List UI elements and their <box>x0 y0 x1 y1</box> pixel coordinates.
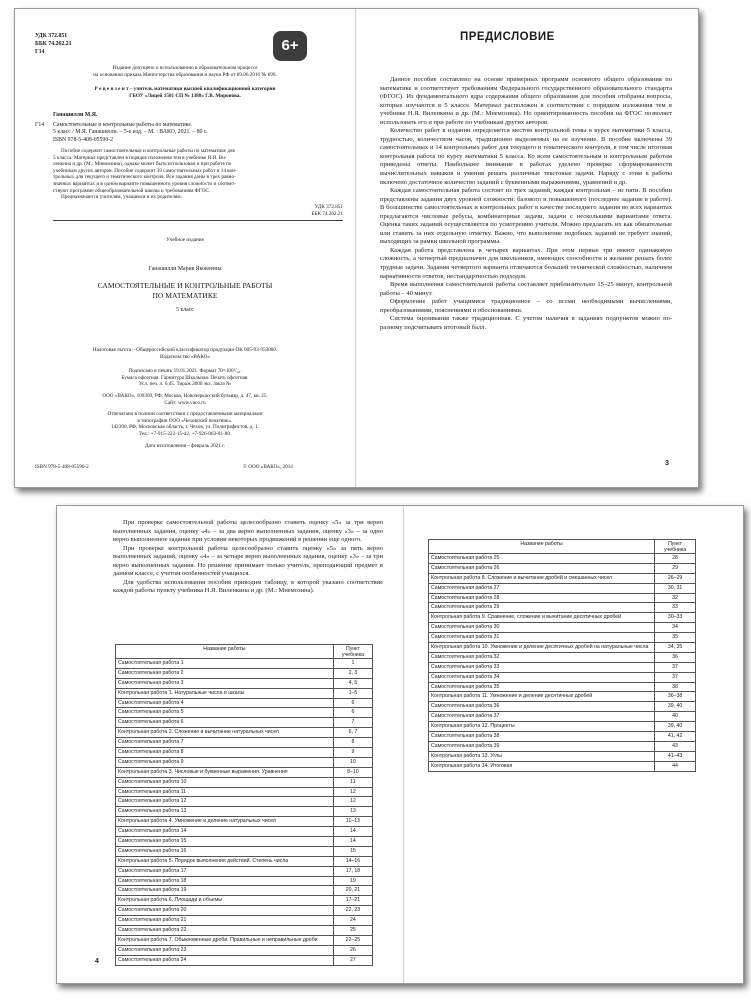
work-name-cell: Самостоятельная работа 26 <box>429 563 655 573</box>
work-name-cell: Самостоятельная работа 19 <box>116 886 334 896</box>
textbook-section-cell: 9 <box>333 748 372 758</box>
work-name-cell: Самостоятельная работа 3 <box>116 678 334 688</box>
manufacture-date: Дата изготовления – февраль 2021 г. <box>145 443 225 449</box>
textbook-section-cell: 10 <box>333 757 372 767</box>
works-table-right <box>428 539 696 772</box>
work-name-cell: Контрольная работа 11. Умножение и деление десятичных дробей <box>429 692 655 702</box>
textbook-section-cell: 6 <box>333 698 372 708</box>
catalog-code: Г14 <box>35 122 45 128</box>
top-book-spread <box>14 8 699 488</box>
table-row <box>429 712 696 722</box>
paragraph: Для удобства использования пособия приводим таблицу, в которой указано соответствие каждой работы пункту учебника Н.Я. Виленкина и др. (М.: Мнемозина). <box>113 578 383 595</box>
table-row <box>429 613 696 623</box>
column-header-section: Пункт учебника <box>655 540 696 554</box>
work-name-cell: Самостоятельная работа 12 <box>116 797 334 807</box>
textbook-section-cell: 15 <box>333 846 372 856</box>
work-name-cell: Самостоятельная работа 2 <box>116 668 334 678</box>
author-code: Г14 <box>35 49 45 55</box>
work-name-cell: Контрольная работа 2. Сложение и вычитание натуральных чисел <box>116 728 334 738</box>
textbook-section-cell: 25 <box>333 926 372 936</box>
work-name-cell: Контрольная работа 3. Числовые и буквенные выражения. Уравнения <box>116 767 334 777</box>
textbook-section-cell: 33 <box>655 603 696 613</box>
page-4 <box>57 506 403 983</box>
work-name-cell: Контрольная работа 6. Площади и объемы <box>116 896 334 906</box>
textbook-section-cell: 2, 3 <box>333 668 372 678</box>
work-name-cell: Самостоятельная работа 14 <box>116 827 334 837</box>
approval-note: Издание допущено к использованию в образовательном процессе на основании приказа Министерства образования и науки РФ от 09.06.2016 № 699. <box>93 65 277 78</box>
table-row <box>429 573 696 583</box>
table-row <box>429 603 696 613</box>
work-name-cell: Самостоятельная работа 34 <box>429 672 655 682</box>
table-row <box>429 643 696 653</box>
table-row <box>116 748 373 758</box>
work-name-cell: Самостоятельная работа 36 <box>429 702 655 712</box>
table-row <box>429 722 696 732</box>
imprint-page <box>15 9 355 487</box>
work-name-cell: Самостоятельная работа 15 <box>116 837 334 847</box>
print-details: Подписано в печать 19.01.2021. Формат 70×100¹/₁₆. Бумага офсетная. Гарнитура Школьная. Печать офсетная. Усл. печ. л. 6,45. Тираж 2000 экз. Заказ № <box>121 368 249 388</box>
textbook-section-cell: 19 <box>333 876 372 886</box>
table-row <box>116 856 373 866</box>
work-name-cell: Самостоятельная работа 31 <box>429 633 655 643</box>
works-table-left <box>115 644 373 966</box>
work-name-cell: Контрольная работа 8. Сложение и вычитание дробей и смешанных чисел <box>429 573 655 583</box>
preface-title: ПРЕДИСЛОВИЕ <box>460 31 555 43</box>
work-name-cell: Контрольная работа 14. Итоговая <box>429 761 655 771</box>
table-row <box>429 682 696 692</box>
table-row <box>116 757 373 767</box>
assessment-text <box>113 519 383 596</box>
table-row <box>116 678 373 688</box>
table-row <box>116 807 373 817</box>
table-row <box>116 906 373 916</box>
paragraph: Система оценивания также традиционная. С учетом наличия в заданиях подпунктов можно по-разному подсчитывать итоговый балл. <box>380 315 672 331</box>
textbook-section-cell: 40 <box>655 712 696 722</box>
table-row <box>116 718 373 728</box>
table-row <box>429 741 696 751</box>
catalog-entry: Самостоятельные и контрольные работы по математике. 5 класс / М.Я. Ганашилли. – 5-е изд. – М. : ВАКО, 2021. – 80 с. ISBN 978-5-408-05590-2 <box>53 122 208 143</box>
annotation: Пособие содержит самостоятельные и контрольные работы по математике для 5 класса. Материал представлен в порядке изложения тем в учебнике Н.Я. Ви- ленкина и др. (М.: Мнемозина), однако может быть использован и при работе по учебникам других авторов. Пособие содержит 39 самостоятельных работ и 14 кон- трольных для текущего и тематического контроля. Все задания даны в трех равно- значных вариантах и в одном варианте повышенного уровня сложности и соответ- ствуют программе общеобразовательной школы и требованиям ФГОС. Предназначается учителям, учащимся и их родителям. <box>53 148 237 201</box>
table-row <box>116 659 373 669</box>
table-row <box>429 751 696 761</box>
table-row <box>116 935 373 945</box>
table-row <box>116 708 373 718</box>
textbook-section-cell: 32 <box>655 593 696 603</box>
udk-bbk-repeat: УДК 372.851 ББК 74.262.21 <box>311 204 343 217</box>
page-number: 3 <box>665 460 669 467</box>
work-name-cell: Самостоятельная работа 20 <box>116 906 334 916</box>
work-name-cell: Контрольная работа 1. Натуральные числа и шкалы <box>116 688 334 698</box>
textbook-section-cell: 17, 18 <box>333 866 372 876</box>
table-row <box>116 926 373 936</box>
work-name-cell: Самостоятельная работа 22 <box>116 926 334 936</box>
paragraph: Количество работ в издании определяется местом контрольной темы в курсе математики 5 класса, трудностью, количеством часов, традиционно выделяемых на ее изучение. В пособие включены 39 самостоятельных и 14 контрольных работ для текущего и тематического контроля, в том числе итоговая контрольная работа по курсу математики 5 класса. Ко всем самостоятельным и контрольным работам приведены ответы. Наибольшее внимание в работах уделено проверке сформированности вычислительных навыков и умения решать различные текстовые задачи. Наряду с этим в работы включено достаточное количество заданий с буквенными выражениями, уравнений и др. <box>380 127 672 186</box>
table-row <box>429 563 696 573</box>
textbook-section-cell: 14–16 <box>333 856 372 866</box>
textbook-section-cell: 28 <box>655 554 696 564</box>
table-row <box>116 866 373 876</box>
textbook-section-cell: 39, 40 <box>655 722 696 732</box>
textbook-section-cell: 14 <box>333 827 372 837</box>
table-row <box>429 554 696 564</box>
textbook-section-cell: 34 <box>655 623 696 633</box>
table-row <box>116 688 373 698</box>
textbook-section-cell: 6 <box>333 708 372 718</box>
textbook-section-cell: 12 <box>333 797 372 807</box>
textbook-section-cell: 37 <box>655 672 696 682</box>
udk-code: УДК 372.851 <box>35 33 68 39</box>
table-row <box>429 761 696 771</box>
work-name-cell: Самостоятельная работа 18 <box>116 876 334 886</box>
textbook-section-cell: 1 <box>333 659 372 669</box>
table-row <box>116 955 373 965</box>
table-row <box>116 767 373 777</box>
textbook-section-cell: 8–10 <box>333 767 372 777</box>
work-name-cell: Самостоятельная работа 23 <box>116 945 334 955</box>
work-name-cell: Самостоятельная работа 9 <box>116 757 334 767</box>
work-name-cell: Самостоятельная работа 5 <box>116 708 334 718</box>
work-name-cell: Самостоятельная работа 24 <box>116 955 334 965</box>
table-row <box>429 672 696 682</box>
table-row <box>116 698 373 708</box>
table-row <box>429 702 696 712</box>
textbook-section-cell: 44 <box>655 761 696 771</box>
work-name-cell: Самостоятельная работа 33 <box>429 662 655 672</box>
textbook-section-cell: 11–13 <box>333 817 372 827</box>
reviewer-note: Р е ц е н з е н т – учитель математики высшей квалификационной категории ГБОУ «Лицей 1501 СП № 1388» Г.В. Миронова. <box>94 86 276 99</box>
work-name-cell: Контрольная работа 10. Умножение и деление десятичных дробей на натуральные числа <box>429 643 655 653</box>
textbook-section-cell: 30–33 <box>655 613 696 623</box>
table-row <box>116 797 373 807</box>
author-heading: Ганашилли М.Я. <box>53 112 98 118</box>
tax-note: Налоговая льгота – Общероссийский классификатор продукции ОК 005-93-953000. Издательство «ВАКО» <box>92 347 278 360</box>
textbook-section-cell: 26–29 <box>655 573 696 583</box>
table-header-row <box>116 645 373 659</box>
footer-isbn: ISBN 978-5-408-05590-2 <box>35 464 89 470</box>
work-name-cell: Самостоятельная работа 4 <box>116 698 334 708</box>
table-row <box>116 876 373 886</box>
textbook-section-cell: 41, 42 <box>655 732 696 742</box>
table-row <box>116 738 373 748</box>
textbook-section-cell: 39, 40 <box>655 702 696 712</box>
textbook-section-cell: 12 <box>333 787 372 797</box>
textbook-section-cell: 36–38 <box>655 692 696 702</box>
work-name-cell: Самостоятельная работа 39 <box>429 741 655 751</box>
textbook-section-cell: 22, 23 <box>333 906 372 916</box>
work-name-cell: Самостоятельная работа 32 <box>429 652 655 662</box>
table-row <box>116 916 373 926</box>
textbook-section-cell: 7 <box>333 718 372 728</box>
work-name-cell: Самостоятельная работа 38 <box>429 732 655 742</box>
table-row <box>116 837 373 847</box>
table-row <box>116 668 373 678</box>
table-row <box>429 623 696 633</box>
textbook-section-cell: 36 <box>655 652 696 662</box>
work-name-cell: Самостоятельная работа 30 <box>429 623 655 633</box>
textbook-section-cell: 30, 31 <box>655 583 696 593</box>
page-number: 4 <box>95 958 99 965</box>
page-5 <box>404 506 743 983</box>
table-row <box>116 777 373 787</box>
work-name-cell: Контрольная работа 5. Порядок выполнения действий. Степень числа <box>116 856 334 866</box>
paragraph: Каждая самостоятельная работа состоит из трех заданий, каждая контрольная – из пяти. В пособии представлены задания двух уровней сложности: базового и повышенного (последнее задание в работе). В большинстве самостоятельных и контрольных работ в качестве последнего задания во всех вариантах предлагаются числовые ребусы, комбинаторные задачи, задачи с несколькими вариантами ответа. Оценка таких заданий осуществляется по усмотрению учителя. Можно предлагать их как обязательные или ставить за них отдельную отметку. Важно, что выполнение подобных заданий не требует знаний, выходящих за рамки школьной программы. <box>380 187 672 246</box>
table-row <box>116 896 373 906</box>
work-name-cell: Контрольная работа 7. Обыкновенные дроби. Правильные и неправильные дроби <box>116 935 334 945</box>
table-row <box>429 593 696 603</box>
work-name-cell: Самостоятельная работа 16 <box>116 846 334 856</box>
paragraph: Данное пособие составлено на основе примерных программ основного общего образования по математике и соответствует требованиям Федерального государственного образовательного стандарта (ФГОС). Из фундаментального ядра содержания общего образования для пособия отобраны вопросы, которые изучаются в 5 классе. Материал расположен в соответствии с порядком изложения тем в учебнике Н.Я. Виленкина и др. (М.: Мнемозина). Но ориентированность пособия на ФГОС позволяет использовать его и при работе по учебникам других авторов. <box>380 76 672 126</box>
work-name-cell: Самостоятельная работа 37 <box>429 712 655 722</box>
grade-label: 5 класс <box>176 307 194 313</box>
paragraph: Каждая работа представлена в четырех вариантах. При этом первые три имеют одинаковую сложность, а четвертый предназначен для школьников, имеющих способности и желание решать более трудные задачи. Задания четвертого варианта отличаются большей технической сложностью, наличием вариативности ответов, нестандартностью подходов. <box>380 246 672 280</box>
table-row <box>116 728 373 738</box>
work-name-cell: Самостоятельная работа 35 <box>429 682 655 692</box>
bbk-code: ББК 74.262.21 <box>35 41 72 47</box>
textbook-section-cell: 14 <box>333 837 372 847</box>
bottom-book-spread <box>56 505 744 984</box>
work-name-cell: Контрольная работа 13. Углы <box>429 751 655 761</box>
table-header-row <box>429 540 696 554</box>
textbook-section-cell: 35 <box>655 633 696 643</box>
textbook-section-cell: 37 <box>655 662 696 672</box>
textbook-section-cell: 41–43 <box>655 751 696 761</box>
preface-page <box>356 9 698 487</box>
work-name-cell: Самостоятельная работа 29 <box>429 603 655 613</box>
table-row <box>429 662 696 672</box>
textbook-section-cell: 38 <box>655 682 696 692</box>
paragraph: Оформление работ учащимися традиционное – со всеми необходимыми вычислениями, преобразованиями, пояснениями и обоснованиями. <box>380 298 672 314</box>
table-row <box>429 732 696 742</box>
work-name-cell: Самостоятельная работа 6 <box>116 718 334 728</box>
textbook-section-cell: 29 <box>655 563 696 573</box>
textbook-section-cell: 20, 21 <box>333 886 372 896</box>
textbook-section-cell: 34, 35 <box>655 643 696 653</box>
textbook-section-cell: 26 <box>333 945 372 955</box>
publisher-info: ООО «ВАКО». 109369, РФ, Москва, Новочеркасский бульвар, д. 47, кв. 25. Сайт: www.vaco.ru <box>102 393 268 406</box>
work-name-cell: Самостоятельная работа 8 <box>116 748 334 758</box>
preface-text <box>380 76 672 332</box>
work-name-cell: Самостоятельная работа 25 <box>429 554 655 564</box>
textbook-section-cell: 6, 7 <box>333 728 372 738</box>
paragraph: При проверке контрольной работы целесообразно ставить оценку «5» за пять верно выполненных заданий, оценку «4» – за четыре верно выполненных задания, оценку «3» – за три верно выполненных задания. Но решение принимает только учитель, преподающий предмет в данном классе, с учетом особенностей учащихся. <box>113 544 383 578</box>
work-name-cell: Самостоятельная работа 13 <box>116 807 334 817</box>
work-name-cell: Контрольная работа 4. Умножение и деление натуральных чисел <box>116 817 334 827</box>
textbook-section-cell: 13 <box>333 807 372 817</box>
work-name-cell: Самостоятельная работа 17 <box>116 866 334 876</box>
textbook-section-cell: 4, 5 <box>333 678 372 688</box>
table-row <box>116 945 373 955</box>
textbook-section-cell: 1–5 <box>333 688 372 698</box>
printer-info: Отпечатано в полном соответствии с предоставленными материалами в типографии ООО «Чеховский печатник». 142300, РФ, Московская область, г. Чехов, ул. Полиграфистов, д. 1. Тел.: +7-915-222-15-42, +7-926-063-81-80. <box>107 411 263 437</box>
work-name-cell: Контрольная работа 12. Проценты <box>429 722 655 732</box>
textbook-section-cell: 24 <box>333 916 372 926</box>
work-name-cell: Самостоятельная работа 21 <box>116 916 334 926</box>
textbook-section-cell: 27 <box>333 955 372 965</box>
paragraph: При проверке самостоятельной работы целесообразно ставить оценку «5» за три верно выполненных задания, оценку «4» – за два верно выполненных задания, оценку «3» – за одно верно выполненное задание при условии некоторых продвижений в решении еще одного. <box>113 519 383 544</box>
paragraph: Время выполнения самостоятельной работы составляет приблизительно 15–25 минут, контрольной работы – 40 минут. <box>380 281 672 297</box>
textbook-section-cell: 8 <box>333 738 372 748</box>
work-name-cell: Самостоятельная работа 27 <box>429 583 655 593</box>
column-header-name: Название работы <box>429 540 655 554</box>
work-name-cell: Самостоятельная работа 11 <box>116 787 334 797</box>
table-row <box>116 827 373 837</box>
textbook-section-cell: 22–25 <box>333 935 372 945</box>
footer-copyright: © ООО «ВАКО», 2014 <box>243 464 293 470</box>
age-rating-badge: 6+ <box>273 31 307 61</box>
work-name-cell: Самостоятельная работа 7 <box>116 738 334 748</box>
table-row <box>116 787 373 797</box>
author-full-name: Ганашилли Мария Яковлевна <box>148 266 222 272</box>
textbook-section-cell: 43 <box>655 741 696 751</box>
table-row <box>429 633 696 643</box>
work-name-cell: Контрольная работа 9. Сравнение, сложение и вычитание десятичных дробей <box>429 613 655 623</box>
column-header-name: Название работы <box>116 645 334 659</box>
divider <box>53 220 343 221</box>
table-row <box>429 583 696 593</box>
table-row <box>116 846 373 856</box>
edition-type: Учебное издание <box>166 237 204 243</box>
textbook-section-cell: 17–21 <box>333 896 372 906</box>
column-header-section: Пункт учебника <box>333 645 372 659</box>
work-name-cell: Самостоятельная работа 1 <box>116 659 334 669</box>
table-row <box>116 817 373 827</box>
table-row <box>116 886 373 896</box>
textbook-section-cell: 11 <box>333 777 372 787</box>
book-title: САМОСТОЯТЕЛЬНЫЕ И КОНТРОЛЬНЫЕ РАБОТЫ ПО МАТЕМАТИКЕ <box>97 281 273 300</box>
table-row <box>429 692 696 702</box>
table-row <box>429 652 696 662</box>
work-name-cell: Самостоятельная работа 28 <box>429 593 655 603</box>
work-name-cell: Самостоятельная работа 10 <box>116 777 334 787</box>
